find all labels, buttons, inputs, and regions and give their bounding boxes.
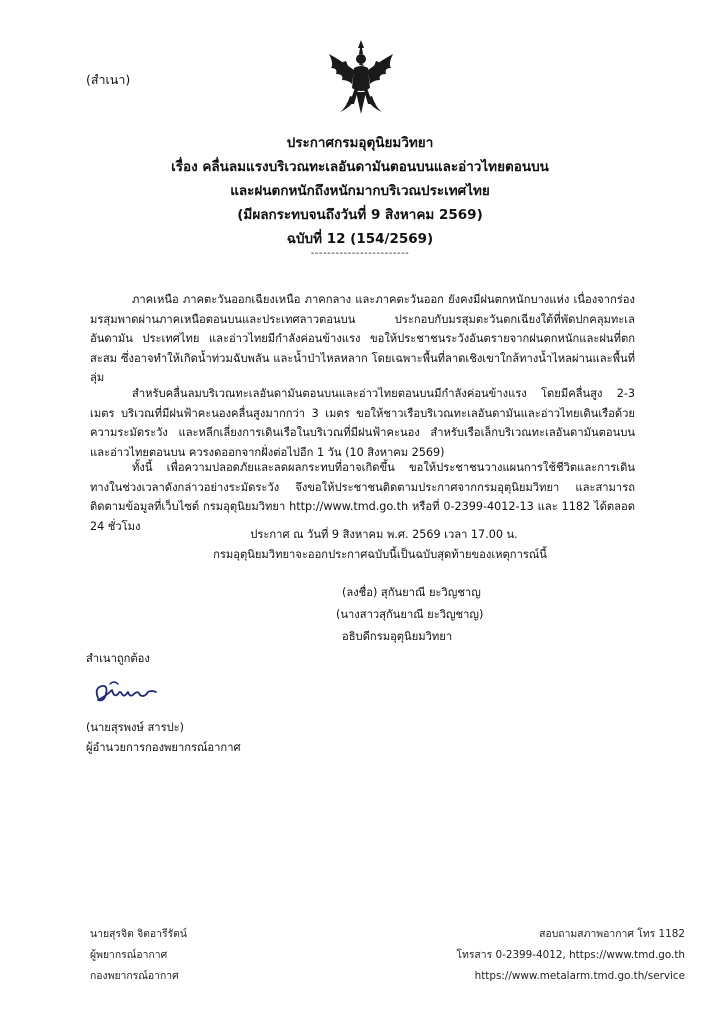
- body-paragraph-rain: ภาคเหนือ ภาคตะวันออกเฉียงเหนือ ภาคกลาง และภาคตะวันออก ยังคงมีฝนตกหนักบางแห่ง เนื่องจากร่องมรสุมพาดผ่านภาคเหนือตอนบนและประเทศลาวตอนบน ประกอบกับมรสุมตะวันตกเฉียงใต้ที่พัดปกคลุมทะเลอันดามัน ประเทศไทย และอ่าวไทยมีกำลังค่อนข้างแรง ขอให้ประชาชนระวังอันตรายจากฝนตกหนักและฝนที่ตกสะสม ซึ่งอาจทำให้เกิดน้ำท่วมฉับพลัน และน้ำป่าไหลหลาก โดยเฉพาะพื้นที่ลาดเชิงเขาใกล้ทางน้ำไหลผ่านและพื้นที่ลุ่ม: [90, 293, 635, 384]
- announcement-effect-date: (มีผลกระทบจนถึงวันที่ 9 สิงหาคม 2569): [237, 207, 483, 223]
- announcement-title: ประกาศกรมอุตุนิยมวิทยา: [286, 135, 434, 151]
- footer-hotline: สอบถามสภาพอากาศ โทร 1182: [539, 928, 685, 940]
- announcement-final-note: กรมอุตุนิยมวิทยาจะออกประกาศฉบับนี้เป็นฉบับสุดท้ายของเหตุการณ์นี้: [213, 548, 547, 561]
- signatory-signed: (ลงชื่อ) สุกันยาณี ยะวิญชาญ: [342, 586, 481, 599]
- footer-fax-website: โทรสาร 0-2399-4012, https://www.tmd.go.th: [456, 949, 685, 961]
- signatory-position: อธิบดีกรมอุตุนิยมวิทยา: [342, 630, 453, 643]
- footer-metalarm-link: https://www.metalarm.tmd.go.th/service: [474, 970, 685, 982]
- footer-forecaster-name: นายสุรจิต จิตอารีรัตน์: [90, 928, 188, 940]
- certifier-position: ผู้อำนวยการกองพยากรณ์อากาศ: [86, 741, 241, 754]
- body-paragraph-safety: ทั้งนี้ เพื่อความปลอดภัยและลดผลกระทบที่อาจเกิดขึ้น ขอให้ประชาชนวางแผนการใช้ชีวิตและการเดินทางในช่วงเวลาดังกล่าวอย่างระมัดระวัง จึงขอให้ประชาชนติดตามประกาศจากกรมอุตุนิยมวิทยา และสามารถติดตามข้อมูลที่เว็บไซต์ กรมอุตุนิยมวิทยา http://www.tmd.go.th หรือที่ 0-2399-4012-13 และ 1182 ได้ตลอด 24 ชั่วโมง: [90, 461, 635, 533]
- announcement-issue-number: ฉบับที่ 12 (154/2569): [286, 231, 434, 247]
- footer-forecaster-role: ผู้พยากรณ์อากาศ: [90, 949, 168, 961]
- footer-forecaster-division: กองพยากรณ์อากาศ: [90, 970, 179, 982]
- heading-divider: ------------------------: [310, 248, 410, 259]
- certified-copy-label: สำเนาถูกต้อง: [86, 652, 150, 665]
- handwritten-signature-icon: [92, 676, 162, 710]
- signatory-full-name: (นางสาวสุกันยาณี ยะวิญชาญ): [336, 608, 484, 621]
- garuda-emblem-icon: [326, 38, 396, 118]
- copy-mark: (สำเนา): [86, 72, 131, 87]
- body-paragraph-waves: สำหรับคลื่นลมบริเวณทะเลอันดามันตอนบนและอ่าวไทยตอนบนมีกำลังค่อนข้างแรง โดยมีคลื่นสูง 2-3 เมตร บริเวณที่มีฝนฟ้าคะนองคลื่นสูงมากกว่า 3 เมตร ขอให้ชาวเรือบริเวณทะเลอันดามันและอ่าวไทยเดินเรือด้วยความระมัดระวัง และหลีกเลี่ยงการเดินเรือในบริเวณที่มีฝนฟ้าคะนอง สำหรับเรือเล็กบริเวณทะเลอันดามันตอนบนและอ่าวไทยตอนบน ควรงดออกจากฝั่งต่อไปอีก 1 วัน (10 สิงหาคม 2569): [90, 387, 635, 459]
- announcement-subject-line1: เรื่อง คลื่นลมแรงบริเวณทะเลอันดามันตอนบนและอ่าวไทยตอนบน: [171, 159, 549, 175]
- announcement-subject-line2: และฝนตกหนักถึงหนักมากบริเวณประเทศไทย: [230, 183, 490, 199]
- certifier-name: (นายสุรพงษ์ สารปะ): [86, 721, 185, 734]
- announcement-date-line: ประกาศ ณ วันที่ 9 สิงหาคม พ.ศ. 2569 เวลา 17.00 น.: [250, 528, 518, 541]
